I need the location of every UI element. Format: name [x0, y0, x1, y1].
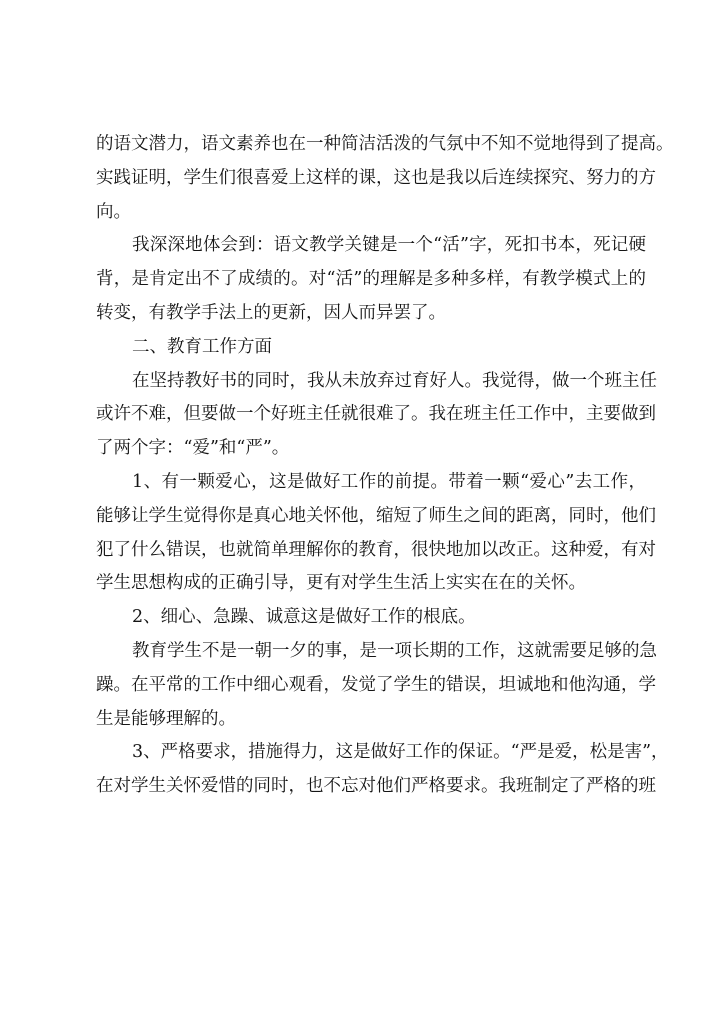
text-line: 生是能够理解的。 — [96, 708, 236, 729]
text-line: 犯了什么错误，也就简单理解你的教育，很快地加以改正。这种爱，有对 — [96, 539, 656, 560]
text-line: 学生思想构成的正确引导，更有对学生生活上实实在在的关怀。 — [96, 573, 586, 594]
text-line: 躁。在平常的工作中细心观看，发觉了学生的错误，坦诚地和他沟通，学 — [96, 674, 656, 695]
text-line: 在对学生关怀爱惜的同时，也不忘对他们严格要求。我班制定了严格的班 — [96, 776, 656, 797]
document-body — [96, 128, 674, 804]
paragraph-first-line: 在坚持教好书的同时，我从未放弃过育好人。我觉得，做一个班主任 — [132, 370, 657, 391]
section-heading: 二、教育工作方面 — [132, 336, 272, 357]
text-line: 或许不难，但要做一个好班主任就很难了。我在班主任工作中，主要做到 — [96, 404, 656, 425]
text-line: 的语文潜力，语文素养也在一种简洁活泼的气氛中不知不觉地得到了提高。 — [96, 134, 674, 154]
text-line: 向。 — [96, 201, 131, 222]
text-line: 转变，有教学手法上的更新，因人而异罢了。 — [96, 302, 446, 323]
paragraph-first-line: 教育学生不是一朝一夕的事，是一项长期的工作，这就需要足够的急 — [132, 640, 657, 661]
paragraph-first-line: 2、细心、急躁、诚意这是做好工作的根底。 — [132, 607, 476, 628]
paragraph-first-line: 1、有一颗爱心，这是做好工作的前提。带着一颗“爱心”去工作， — [132, 471, 646, 492]
text-line: 背，是肯定出不了成绩的。对“活”的理解是多种多样，有教学模式上的 — [96, 269, 646, 290]
text-line: 实践证明，学生们很喜爱上这样的课，这也是我以后连续探究、努力的方 — [96, 167, 656, 188]
text-line: 了两个字：“爱”和“严”。 — [96, 438, 290, 459]
paragraph-first-line: 我深深地体会到：语文教学关键是一个“活”字，死扣书本，死记硬 — [132, 235, 646, 256]
text-line: 能够让学生觉得你是真心地关怀他，缩短了师生之间的距离，同时，他们 — [96, 505, 656, 526]
paragraph-first-line: 3、严格要求，措施得力，这是做好工作的保证。“严是爱，松是害”， — [132, 742, 669, 763]
